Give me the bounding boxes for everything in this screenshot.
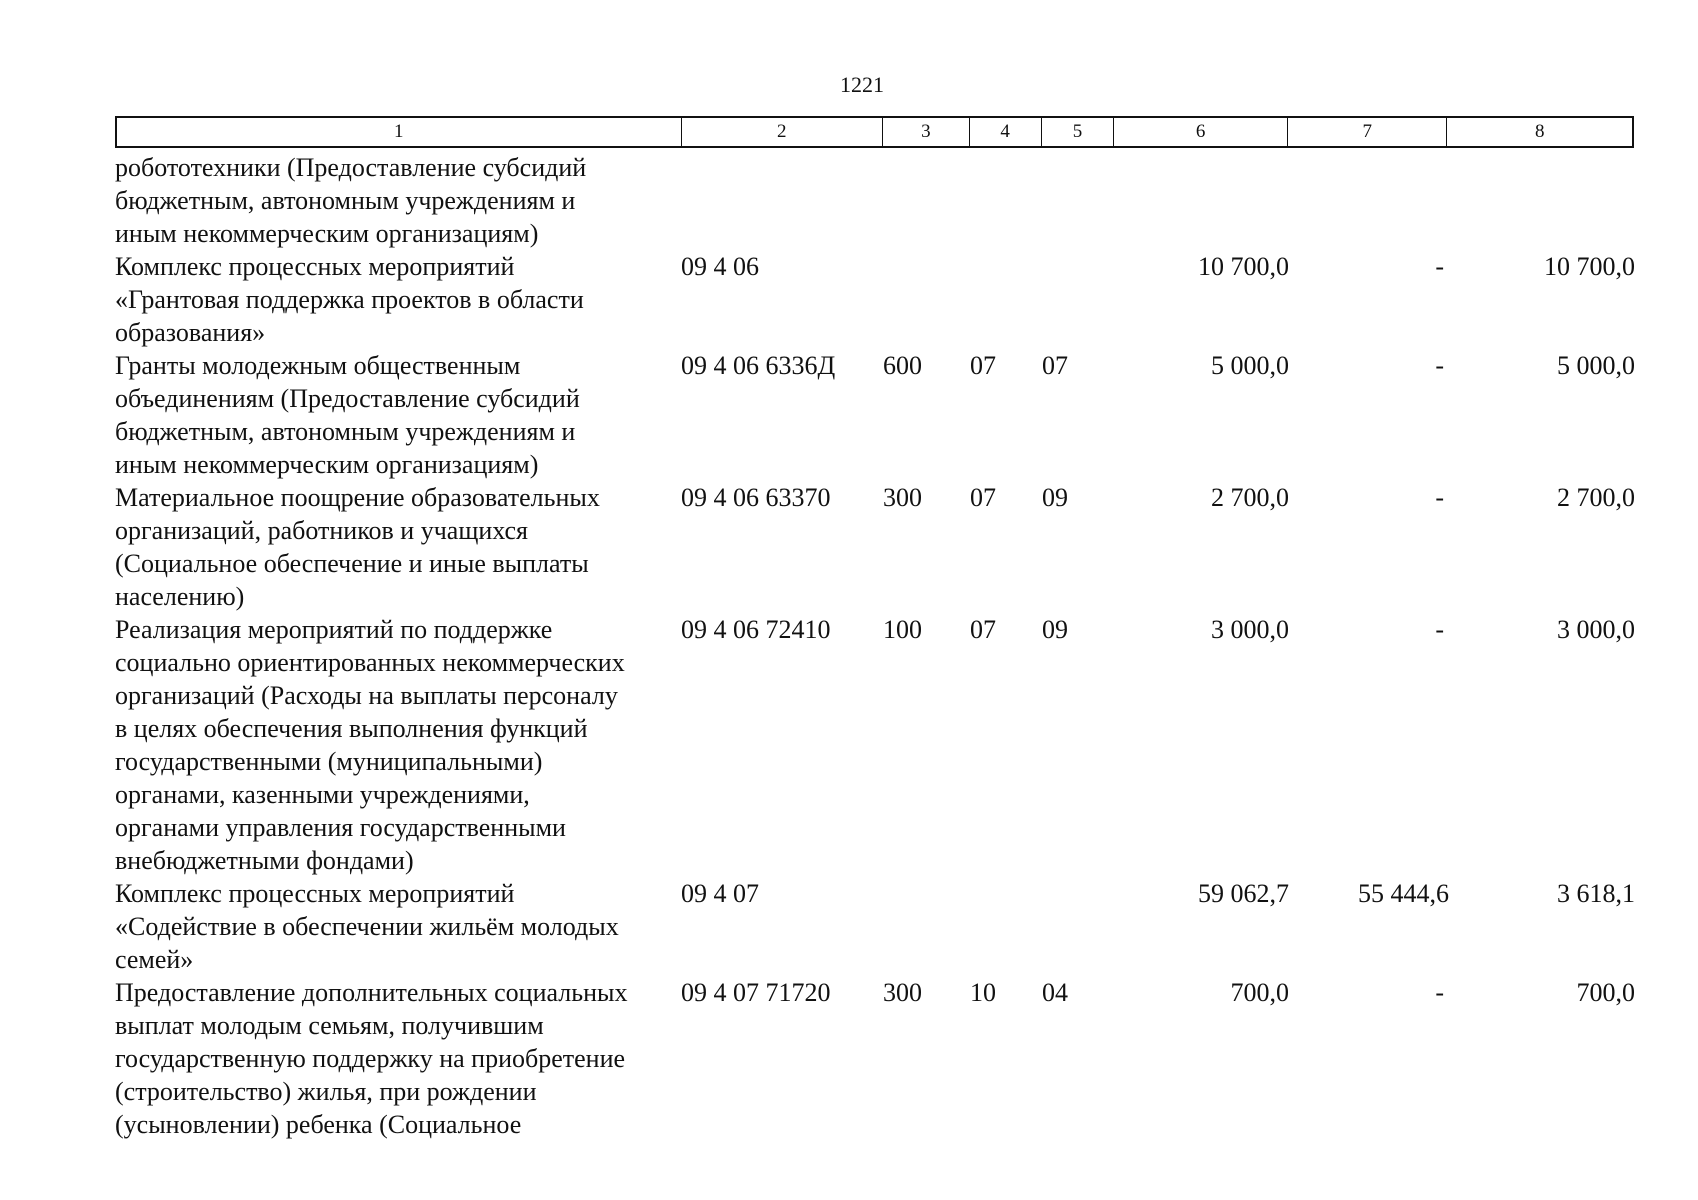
table-row bbox=[115, 151, 1635, 250]
row-target-code: 09 4 07 bbox=[681, 879, 759, 908]
page-number: 1221 bbox=[840, 72, 884, 97]
column-header-8: 8 bbox=[1534, 121, 1545, 142]
row-regional: 3 618,1 bbox=[1557, 879, 1635, 908]
row-target-code: 09 4 07 71720 bbox=[681, 978, 831, 1007]
row-target-code: 09 4 06 72410 bbox=[681, 615, 831, 644]
table-row bbox=[115, 349, 1635, 481]
row-name: Комплекс процессных мероприятий «Содействие в обеспечении жильём молодых семей» bbox=[115, 879, 619, 974]
row-name: Материальное поощрение образовательных организаций, работников и учащихся (Социальное обеспечение и иные выплаты населению) bbox=[115, 483, 600, 611]
row-name: Реализация мероприятий по поддержке социально ориентированных некоммерческих организаций (Расходы на выплаты персоналу в целях обеспечения выполнения функций государственными (муниципальными) органами, казенными учреждениями, органами управления государственными внебюджетными фондами) bbox=[115, 615, 625, 875]
row-subsection: 09 bbox=[1042, 615, 1068, 644]
row-subsection: 09 bbox=[1042, 483, 1068, 512]
row-total: 700,0 bbox=[1230, 978, 1289, 1007]
row-subsection: 04 bbox=[1042, 978, 1068, 1007]
row-federal: - bbox=[1435, 615, 1444, 644]
row-total: 59 062,7 bbox=[1198, 879, 1289, 908]
column-header-1: 1 bbox=[117, 118, 682, 146]
row-subsection bbox=[1042, 151, 1115, 250]
row-total: 2 700,0 bbox=[1211, 483, 1289, 512]
row-section bbox=[970, 877, 1042, 976]
row-federal: 55 444,6 bbox=[1358, 879, 1449, 908]
table-row bbox=[115, 877, 1635, 976]
column-header-7: 7 bbox=[1288, 118, 1448, 146]
row-total: 5 000,0 bbox=[1211, 351, 1289, 380]
row-section: 07 bbox=[970, 615, 996, 644]
row-expense-type: 100 bbox=[883, 615, 922, 644]
table-header bbox=[115, 116, 1634, 148]
row-target-code: 09 4 06 63370 bbox=[681, 483, 831, 512]
row-target-code: 09 4 06 bbox=[681, 252, 759, 281]
row-federal bbox=[1289, 151, 1449, 250]
column-header-3: 3 bbox=[883, 118, 970, 146]
row-name: робототехники (Предоставление субсидий бюджетным, автономным учреждениям и иным некоммерческим организациям) bbox=[115, 153, 587, 248]
table-row bbox=[115, 250, 1635, 349]
row-subsection: 07 bbox=[1042, 351, 1068, 380]
row-subsection bbox=[1042, 877, 1115, 976]
row-target-code bbox=[681, 151, 883, 250]
row-regional: 2 700,0 bbox=[1557, 483, 1635, 512]
row-expense-type bbox=[883, 151, 970, 250]
table-row bbox=[115, 613, 1635, 877]
row-federal: - bbox=[1435, 252, 1444, 281]
column-header-2: 2 bbox=[682, 118, 883, 146]
row-section: 07 bbox=[970, 351, 996, 380]
row-expense-type: 600 bbox=[883, 351, 922, 380]
row-regional bbox=[1449, 151, 1635, 250]
table-body bbox=[115, 151, 1635, 1141]
row-subsection bbox=[1042, 250, 1115, 349]
column-header-5: 5 bbox=[1042, 118, 1115, 146]
row-section bbox=[970, 151, 1042, 250]
column-header-6: 6 bbox=[1114, 118, 1288, 146]
row-regional: 700,0 bbox=[1576, 978, 1635, 1007]
table-row bbox=[115, 976, 1635, 1141]
table-row bbox=[115, 481, 1635, 613]
row-section: 07 bbox=[970, 483, 996, 512]
row-section: 10 bbox=[970, 978, 996, 1007]
row-expense-type bbox=[883, 250, 970, 349]
row-name: Гранты молодежным общественным объединениям (Предоставление субсидий бюджетным, автономным учреждениям и иным некоммерческим организациям) bbox=[115, 351, 580, 479]
row-regional: 5 000,0 bbox=[1557, 351, 1635, 380]
row-total bbox=[1115, 151, 1289, 250]
row-federal: - bbox=[1435, 483, 1444, 512]
row-target-code: 09 4 06 6336Д bbox=[681, 351, 836, 380]
row-regional: 10 700,0 bbox=[1544, 252, 1635, 281]
row-total: 3 000,0 bbox=[1211, 615, 1289, 644]
row-expense-type: 300 bbox=[883, 978, 922, 1007]
row-federal: - bbox=[1435, 351, 1444, 380]
row-name: Комплекс процессных мероприятий «Грантовая поддержка проектов в области образования» bbox=[115, 252, 584, 347]
row-total: 10 700,0 bbox=[1198, 252, 1289, 281]
row-regional: 3 000,0 bbox=[1557, 615, 1635, 644]
row-name: Предоставление дополнительных социальных выплат молодым семьям, получившим государственную поддержку на приобретение (строительство) жилья, при рождении (усыновлении) ребенка (Социальное bbox=[115, 978, 628, 1139]
row-expense-type: 300 bbox=[883, 483, 922, 512]
row-section bbox=[970, 250, 1042, 349]
row-expense-type bbox=[883, 877, 970, 976]
row-federal: - bbox=[1435, 978, 1444, 1007]
column-header-4: 4 bbox=[970, 118, 1042, 146]
